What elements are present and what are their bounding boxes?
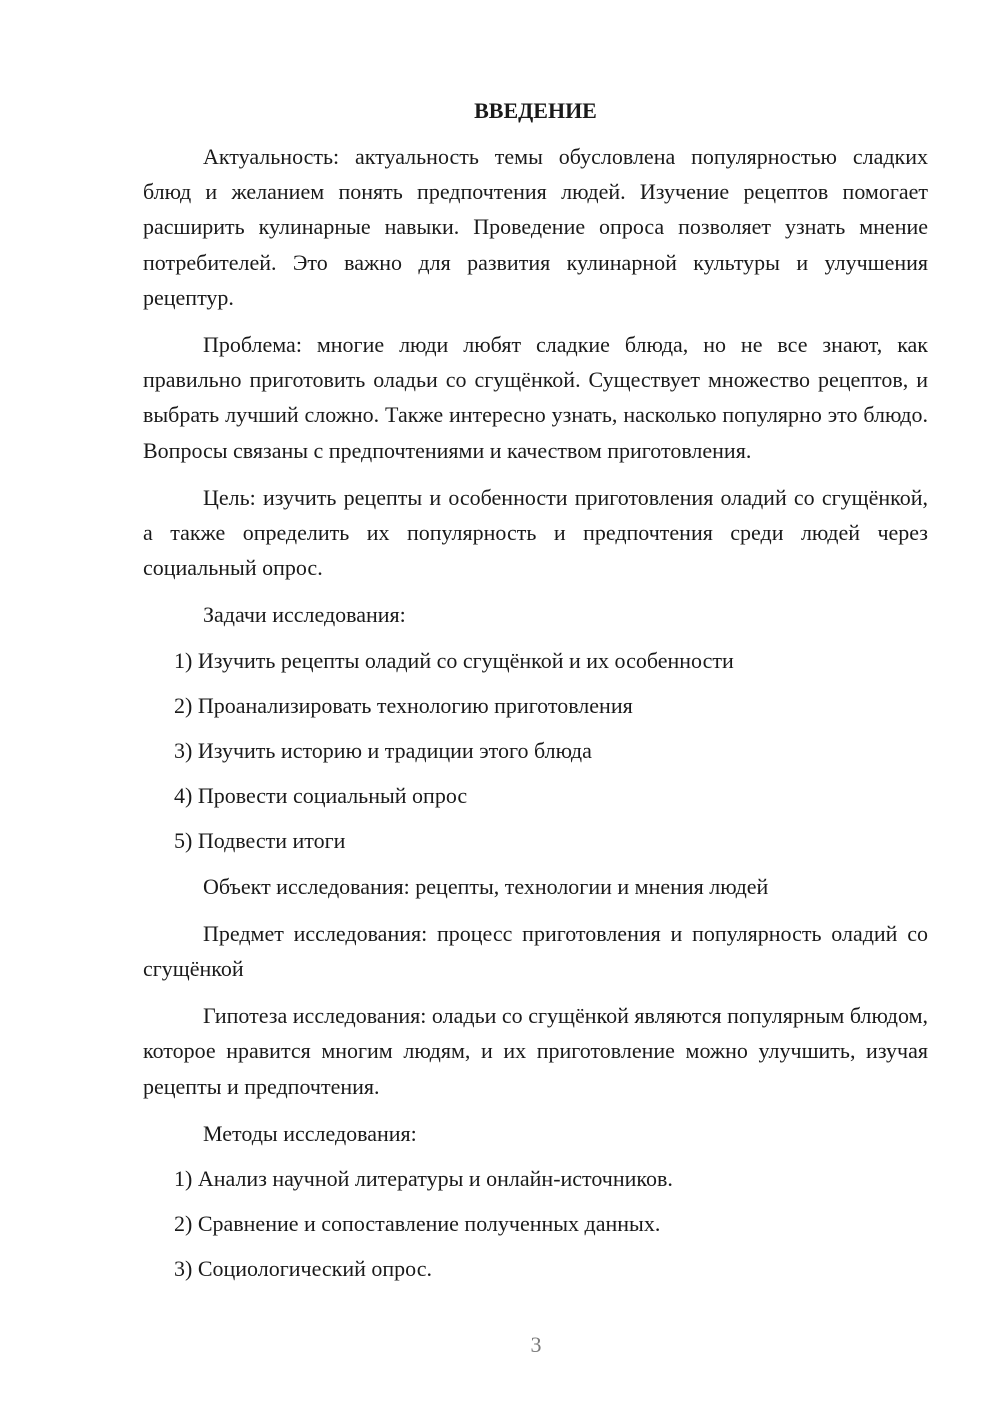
tasks-list xyxy=(143,643,928,859)
task-item: 4) Провести социальный опрос xyxy=(174,783,468,809)
method-item: 1) Анализ научной литературы и онлайн-источников. xyxy=(174,1166,673,1192)
subject-paragraph: Предмет исследования: процесс приготовления и популярность оладий со сгущёнкой xyxy=(143,920,928,982)
task-item: 1) Изучить рецепты оладий со сгущёнкой и их особенности xyxy=(174,647,734,673)
relevance-paragraph: Актуальность: актуальность темы обусловлена популярностью сладких блюд и желанием понять предпочтения людей. Изучение рецептов помогает расширить кулинарные навыки. Проведение опроса позволяет узнать мнение потребителей. Это важно для развития кулинарной культуры и улучшения рецептур. xyxy=(143,144,928,310)
methods-list xyxy=(143,1161,928,1287)
page-body xyxy=(143,96,928,1297)
methods-heading: Методы исследования: xyxy=(203,1120,417,1146)
task-item: 5) Подвести итоги xyxy=(174,828,346,854)
method-item: 3) Социологический опрос. xyxy=(174,1256,432,1282)
tasks-heading: Задачи исследования: xyxy=(203,602,406,628)
method-item: 2) Сравнение и сопоставление полученных данных. xyxy=(174,1211,661,1237)
task-item: 3) Изучить историю и традиции этого блюда xyxy=(174,738,592,764)
object-paragraph: Объект исследования: рецепты, технологии и мнения людей xyxy=(203,873,769,899)
hypothesis-paragraph: Гипотеза исследования: оладьи со сгущёнкой являются популярным блюдом, которое нравится многим людям, и их приготовление можно улучшить, изучая рецепты и предпочтения. xyxy=(143,1003,928,1099)
problem-paragraph: Проблема: многие люди любят сладкие блюда, но не все знают, как правильно приготовить оладьи со сгущёнкой. Существует множество рецептов, и выбрать лучший сложно. Также интересно узнать, насколько популярно это блюдо. Вопросы связаны с предпочтениями и качеством приготовления. xyxy=(143,332,928,463)
page-title: ВВЕДЕНИЕ xyxy=(474,98,597,123)
task-item: 2) Проанализировать технологию приготовления xyxy=(174,692,633,718)
page-number: 3 xyxy=(530,1332,542,1357)
goal-paragraph: Цель: изучить рецепты и особенности приготовления оладий со сгущёнкой, а также определить их популярность и предпочтения среди людей через социальный опрос. xyxy=(143,484,928,581)
